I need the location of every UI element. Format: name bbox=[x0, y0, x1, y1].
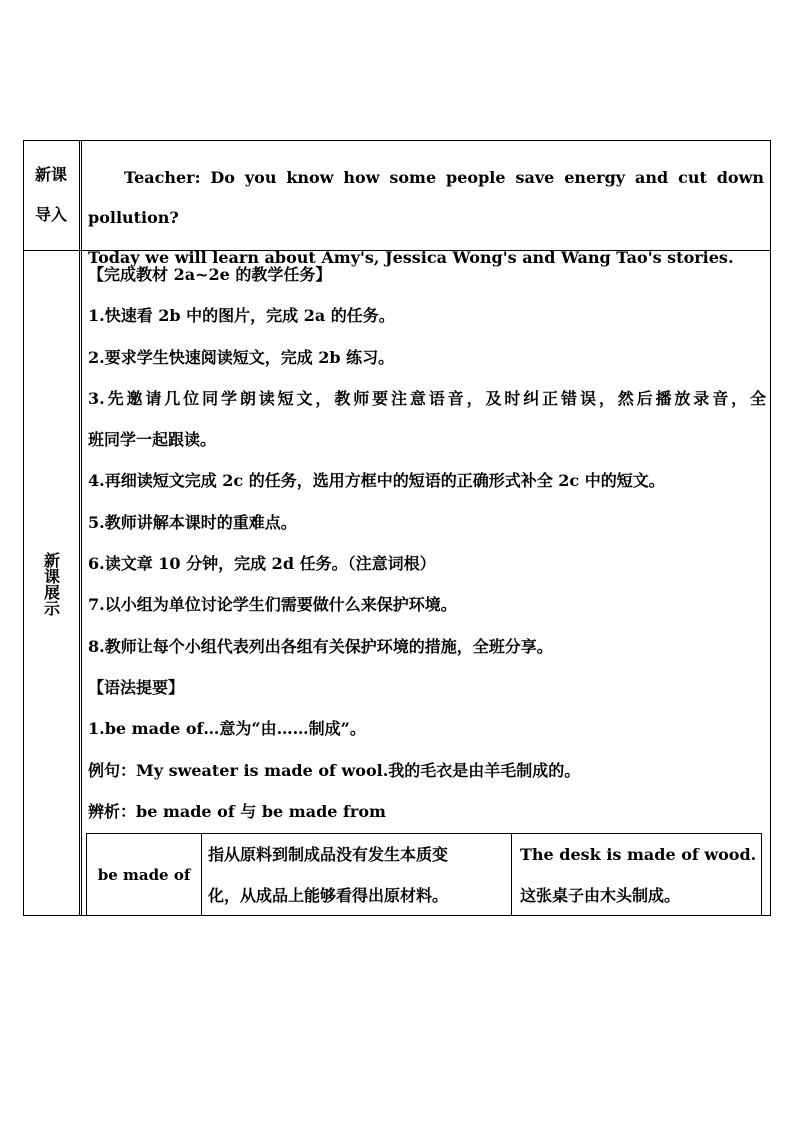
step-item: 3.先邀请几位同学朗读短文，教师要注意语音，及时纠正错误，然后播放录音，全 bbox=[88, 388, 766, 408]
analysis-line: 辨析：be made of 与 be made from bbox=[88, 801, 386, 821]
step-item: 2.要求学生快速阅读短文，完成 2b 练习。 bbox=[88, 347, 395, 367]
compare-meaning bbox=[208, 834, 508, 916]
comparison-table bbox=[86, 833, 762, 916]
compare-meaning-line2: 化，从成品上能够看得出原材料。 bbox=[208, 886, 449, 905]
intro-label-line2: 导入 bbox=[34, 205, 67, 224]
step-item: 7.以小组为单位讨论学生们需要做什么来保护环境。 bbox=[88, 595, 457, 615]
step-item-continued: 班同学一起跟读。 bbox=[88, 430, 217, 450]
step-item: 1.快速看 2b 中的图片，完成 2a 的任务。 bbox=[88, 306, 395, 326]
table-column-divider-double bbox=[81, 140, 82, 916]
intro-line2: Today we will learn about Amy's, Jessica Wong's and Wang Tao's stories. bbox=[88, 248, 734, 267]
show-label-text: 新课展示 bbox=[41, 551, 61, 616]
grammar-header: 【语法提要】 bbox=[88, 677, 185, 697]
step-item: 8.教师让每个小组代表列出各组有关保护环境的措施，全班分享。 bbox=[88, 636, 553, 656]
task-header: 【完成教材 2a~2e 的教学任务】 bbox=[88, 265, 332, 284]
compare-term: be made of bbox=[97, 865, 191, 884]
table-column-divider bbox=[79, 140, 80, 916]
compare-divider bbox=[201, 834, 202, 915]
show-section-label bbox=[23, 251, 79, 916]
step-item: 6.读文章 10 分钟，完成 2d 任务。（注意词根） bbox=[88, 554, 436, 574]
grammar-point: 1.be made of…意为“由……制成”。 bbox=[88, 719, 366, 739]
compare-example-line2: 这张桌子由木头制成。 bbox=[520, 886, 681, 905]
step-item: 5.教师讲解本课时的重难点。 bbox=[88, 512, 297, 532]
step-item: 4.再细读短文完成 2c 的任务，选用方框中的短语的正确形式补全 2c 中的短文。 bbox=[88, 471, 665, 491]
intro-label-line1: 新课 bbox=[34, 165, 67, 184]
intro-section-label bbox=[23, 140, 79, 250]
example-sentence: 例句：My sweater is made of wool.我的毛衣是由羊毛制成的。 bbox=[88, 760, 581, 780]
show-content bbox=[88, 254, 766, 832]
compare-divider bbox=[511, 834, 512, 915]
intro-line1: Teacher: Do you know how some people save energy and cut down pollution? bbox=[88, 168, 764, 227]
compare-meaning-line1: 指从原料到制成品没有发生本质变 bbox=[208, 845, 449, 864]
compare-example bbox=[520, 834, 760, 916]
compare-example-line1: The desk is made of wood. bbox=[520, 845, 757, 864]
